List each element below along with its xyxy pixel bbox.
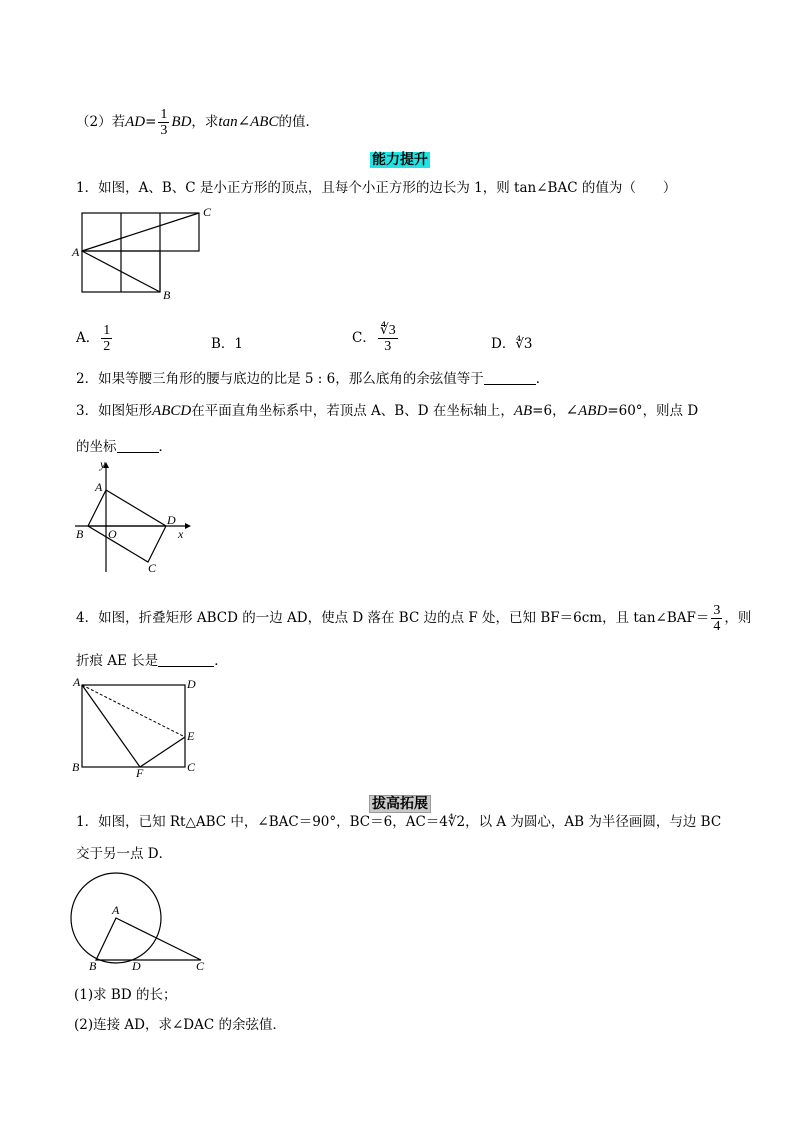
label-d: D [187,677,196,691]
label-f: F [136,766,144,780]
figure-coordinate-rectangle [70,457,200,575]
label-a: A [95,480,103,494]
question-4-text: 4．如图，折叠矩形 ABCD 的一边 AD，使点 D 落在 BC 边的点 F 处，已知 BF＝6cm，且 tan∠BAF＝ $\frac{3}{4}$ ，则 [76,603,752,634]
section-title-ability: 能力提升 [372,152,428,168]
label-a: A [73,675,81,689]
question-2-text: 2．如果等腰三角形的腰与底边的比是 5 : 6，那么底角的余弦值等于 ． [76,371,550,387]
label-y: y [100,457,106,471]
label-o: O [108,527,117,541]
fold-line-ae [82,685,185,737]
segment-ac [82,213,199,251]
option-a[interactable]: A． $\frac{1}{2}$ [76,323,111,354]
question-3-text: 3．如图矩形ABCD在平面直角坐标系中，若顶点 A、B、D 在坐标轴上，AB=6，∠ABD=60°，则点 D [76,403,699,419]
figure-folded-rectangle [70,676,210,781]
label-c: C [203,205,212,219]
rectangle-abcd [82,685,185,767]
label-c: C [196,959,205,973]
x-axis-arrow [185,523,191,529]
label-b: B [163,288,171,302]
label-b: B [76,527,84,541]
answer-blank[interactable] [158,666,214,667]
segment-af [82,685,140,767]
figure-grid-squares [70,200,220,305]
question-5-line2: 交于另一点 D． [76,846,173,862]
label-e: E [187,729,195,743]
label-b: B [89,959,97,973]
fraction-one-third: $\frac{1}{3}$ [160,107,168,138]
label-c: C [187,760,196,774]
figure-circle-triangle [66,870,216,975]
label-a: A [72,245,80,259]
answer-blank[interactable] [117,452,159,453]
question-4-line2: 折痕 AE 长是 ． [76,653,228,669]
label-x: x [178,527,184,541]
label-b: B [72,760,80,774]
label-d: D [132,959,141,973]
option-d[interactable]: D．∜3 [491,336,533,352]
question-5-sub2: (2)连接 AD，求∠DAC 的余弦值． [74,1017,286,1033]
fraction-one-half: $\frac{1}{2}$ [103,323,111,354]
fraction-three-quarters: $\frac{3}{4}$ [713,603,721,634]
question-1-text: 1．如图，A、B、C 是小正方形的顶点，且每个小正方形的边长为 1，则 tan∠BAC 的值为（ ） [76,180,677,196]
option-b[interactable]: B．1 [211,336,244,352]
segment-fe [140,737,185,767]
option-c[interactable]: C． $\frac{∜3}{3}$ [352,323,396,354]
label-d: D [167,513,176,527]
label-c: C [148,561,157,575]
answer-blank[interactable] [484,384,536,385]
question-3-line2: 的坐标 ． [76,439,172,455]
question-5-line1: 1．如图，已知 Rt△ABC 中，∠BAC＝90°，BC＝6，AC＝4∜2，以 A 为圆心，AB 为半径画圆，与边 BC [76,814,722,830]
question-5-sub1: (1)求 BD 的长； [74,987,177,1003]
fraction-root-three-over-three: $\frac{∜3}{3}$ [379,323,396,354]
label-a: A [112,903,120,917]
triangle-abc [96,918,201,960]
section-title-advanced: 拔高拓展 [0,793,800,813]
part2-question: （2）若AD= $\frac{1}{3}$ BD，求tan∠ABC的值． [76,107,319,138]
